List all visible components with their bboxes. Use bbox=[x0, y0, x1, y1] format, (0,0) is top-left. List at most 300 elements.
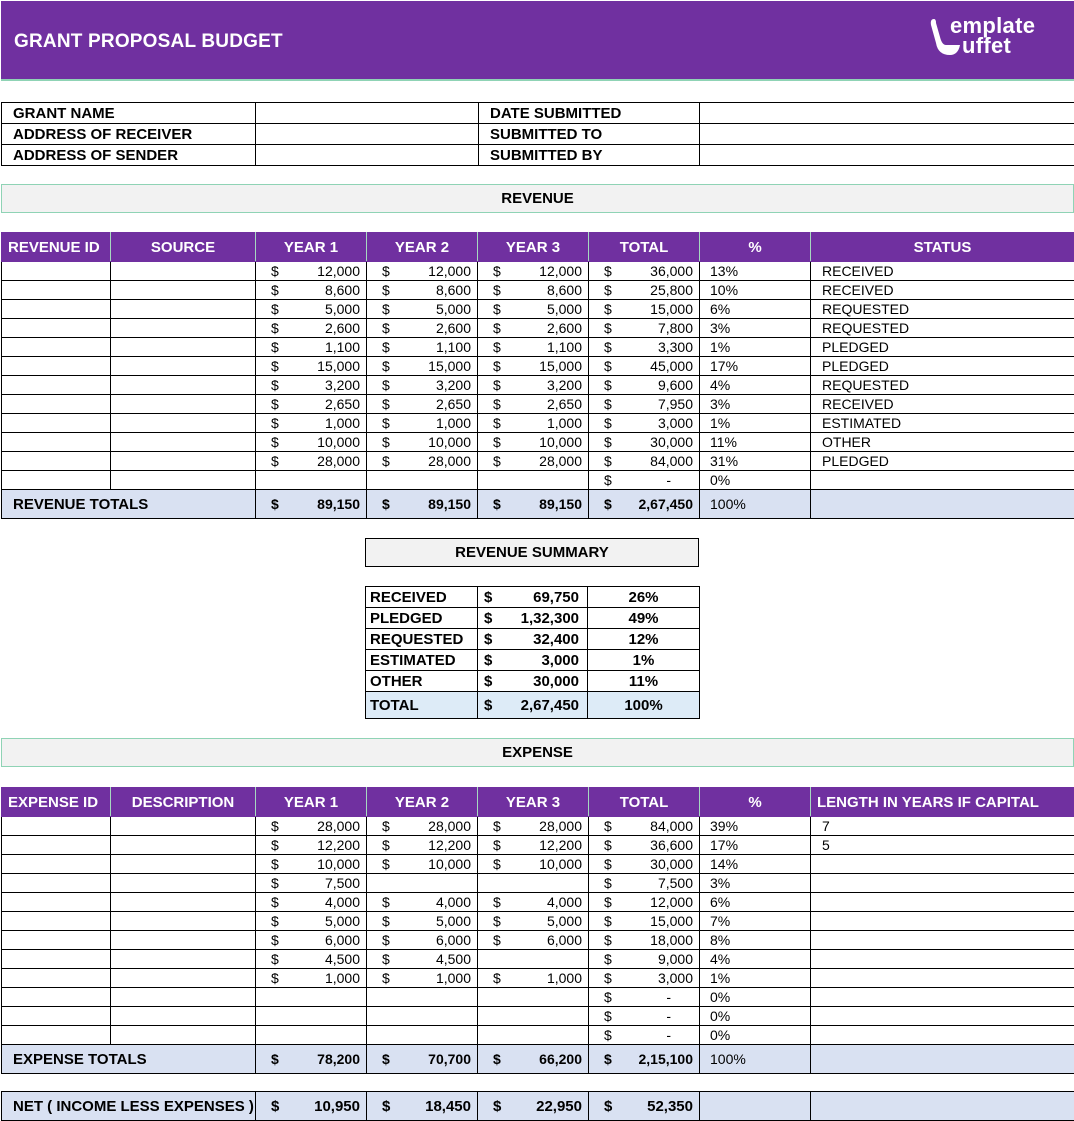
year-1-cell[interactable]: $ 5,000 bbox=[256, 912, 367, 931]
revenue-id-cell[interactable] bbox=[2, 433, 111, 452]
length-in-years-cell[interactable] bbox=[811, 893, 1074, 912]
col-header-status: STATUS bbox=[811, 233, 1074, 262]
length-in-years-cell[interactable]: 5 bbox=[811, 836, 1074, 855]
expense-id-cell[interactable] bbox=[2, 1007, 111, 1026]
description-cell[interactable] bbox=[111, 912, 256, 931]
col-header-year-2: YEAR 2 bbox=[367, 233, 478, 262]
year-2-cell[interactable]: $ 1,000 bbox=[367, 969, 478, 988]
year-3-cell[interactable] bbox=[478, 988, 589, 1007]
address-of-sender-field[interactable] bbox=[256, 145, 479, 166]
revenue-row bbox=[2, 319, 1074, 338]
year-1-cell[interactable]: $ 2,600 bbox=[256, 319, 367, 338]
year-2-cell[interactable]: $ 1,100 bbox=[367, 338, 478, 357]
info-row bbox=[2, 124, 1074, 145]
revenue-section-title: REVENUE bbox=[1, 184, 1074, 213]
revenue-totals-label: REVENUE TOTALS bbox=[2, 490, 256, 519]
length-in-years-cell[interactable] bbox=[811, 950, 1074, 969]
expense-row bbox=[2, 931, 1074, 950]
revenue-id-cell[interactable] bbox=[2, 471, 111, 490]
total-cell[interactable]: $ 3,000 bbox=[589, 414, 700, 433]
year-3-cell[interactable]: $ 4,000 bbox=[478, 893, 589, 912]
year-2-cell[interactable] bbox=[367, 988, 478, 1007]
net-extra-blank bbox=[811, 1092, 1074, 1121]
grant-name-label: GRANT NAME bbox=[2, 103, 256, 124]
total-cell[interactable]: $ 30,000 bbox=[589, 433, 700, 452]
total-cell[interactable]: $ 15,000 bbox=[589, 300, 700, 319]
expense-id-cell[interactable] bbox=[2, 912, 111, 931]
year-1-cell[interactable]: $ 28,000 bbox=[256, 452, 367, 471]
expense-row bbox=[2, 893, 1074, 912]
source-cell[interactable] bbox=[111, 281, 256, 300]
year-2-cell[interactable] bbox=[367, 1007, 478, 1026]
percent-cell: 7% bbox=[700, 912, 811, 931]
info-row bbox=[2, 103, 1074, 124]
percent-cell: 31% bbox=[700, 452, 811, 471]
total-cell[interactable]: $ 15,000 bbox=[589, 912, 700, 931]
status-cell[interactable]: PLEDGED bbox=[811, 452, 1074, 471]
revenue-summary-table bbox=[365, 586, 700, 719]
expense-id-cell[interactable] bbox=[2, 950, 111, 969]
total-cell[interactable]: $ 9,600 bbox=[589, 376, 700, 395]
total-cell[interactable]: $ 84,000 bbox=[589, 817, 700, 836]
total-cell[interactable]: $ - bbox=[589, 1026, 700, 1045]
year-3-cell[interactable]: $ 1,100 bbox=[478, 338, 589, 357]
summary-percent: 26% bbox=[588, 587, 700, 608]
page-title: GRANT PROPOSAL BUDGET bbox=[14, 31, 283, 52]
expense-row bbox=[2, 969, 1074, 988]
net-row bbox=[2, 1092, 1074, 1121]
length-in-years-cell[interactable] bbox=[811, 912, 1074, 931]
year-2-cell[interactable] bbox=[367, 471, 478, 490]
revenue-id-cell[interactable] bbox=[2, 395, 111, 414]
summary-percent: 11% bbox=[588, 671, 700, 692]
year-1-cell[interactable]: $ 2,650 bbox=[256, 395, 367, 414]
summary-amount: $ 30,000 bbox=[478, 671, 588, 692]
year-1-cell[interactable]: $ 1,000 bbox=[256, 969, 367, 988]
status-cell[interactable]: REQUESTED bbox=[811, 300, 1074, 319]
net-total: $ 52,350 bbox=[589, 1092, 700, 1121]
description-cell[interactable] bbox=[111, 817, 256, 836]
summary-label: PLEDGED bbox=[366, 608, 478, 629]
logo-line-2: uffet bbox=[962, 33, 1012, 58]
year-1-cell[interactable]: $ 12,000 bbox=[256, 262, 367, 281]
description-cell[interactable] bbox=[111, 836, 256, 855]
col-header-year-2: YEAR 2 bbox=[367, 788, 478, 817]
revenue-row bbox=[2, 433, 1074, 452]
expense-grand-total: $ 2,15,100 bbox=[589, 1045, 700, 1074]
revenue-total-year-3: $ 89,150 bbox=[478, 490, 589, 519]
percent-cell: 39% bbox=[700, 817, 811, 836]
year-3-cell[interactable]: $ 28,000 bbox=[478, 817, 589, 836]
year-2-cell[interactable]: $ 15,000 bbox=[367, 357, 478, 376]
percent-cell: 1% bbox=[700, 414, 811, 433]
year-2-cell[interactable]: $ 4,500 bbox=[367, 950, 478, 969]
revenue-total-year-1: $ 89,150 bbox=[256, 490, 367, 519]
status-cell[interactable]: RECEIVED bbox=[811, 281, 1074, 300]
col-header-source: SOURCE bbox=[111, 233, 256, 262]
percent-cell: 6% bbox=[700, 893, 811, 912]
source-cell[interactable] bbox=[111, 300, 256, 319]
year-3-cell[interactable]: $ 28,000 bbox=[478, 452, 589, 471]
year-3-cell[interactable]: $ 12,200 bbox=[478, 836, 589, 855]
revenue-row bbox=[2, 471, 1074, 490]
summary-percent: 12% bbox=[588, 629, 700, 650]
percent-cell: 0% bbox=[700, 1026, 811, 1045]
source-cell[interactable] bbox=[111, 452, 256, 471]
source-cell[interactable] bbox=[111, 338, 256, 357]
length-in-years-cell[interactable] bbox=[811, 1026, 1074, 1045]
expense-id-cell[interactable] bbox=[2, 931, 111, 950]
summary-total-percent: 100% bbox=[588, 692, 700, 719]
expense-header-row bbox=[2, 788, 1074, 817]
source-cell[interactable] bbox=[111, 319, 256, 338]
status-cell[interactable]: REQUESTED bbox=[811, 376, 1074, 395]
summary-row bbox=[366, 629, 700, 650]
expense-total-year-2: $ 70,700 bbox=[367, 1045, 478, 1074]
percent-cell: 10% bbox=[700, 281, 811, 300]
status-cell[interactable] bbox=[811, 471, 1074, 490]
year-2-cell[interactable]: $ 3,200 bbox=[367, 376, 478, 395]
revenue-id-cell[interactable] bbox=[2, 300, 111, 319]
total-cell[interactable]: $ 7,500 bbox=[589, 874, 700, 893]
year-1-cell[interactable]: $ 4,500 bbox=[256, 950, 367, 969]
total-cell[interactable]: $ 7,800 bbox=[589, 319, 700, 338]
year-1-cell[interactable]: $ 4,000 bbox=[256, 893, 367, 912]
year-1-cell[interactable]: $ 7,500 bbox=[256, 874, 367, 893]
year-1-cell[interactable]: $ 1,100 bbox=[256, 338, 367, 357]
year-1-cell[interactable]: $ 5,000 bbox=[256, 300, 367, 319]
col-header-year-1: YEAR 1 bbox=[256, 233, 367, 262]
length-in-years-cell[interactable] bbox=[811, 988, 1074, 1007]
summary-total-amount: $ 2,67,450 bbox=[478, 692, 588, 719]
description-cell[interactable] bbox=[111, 1007, 256, 1026]
expense-section-title: EXPENSE bbox=[1, 738, 1074, 767]
description-cell[interactable] bbox=[111, 950, 256, 969]
submitted-to-label: SUBMITTED TO bbox=[479, 124, 700, 145]
total-cell[interactable]: $ 9,000 bbox=[589, 950, 700, 969]
year-2-cell[interactable]: $ 10,000 bbox=[367, 433, 478, 452]
revenue-table bbox=[1, 232, 1074, 519]
length-in-years-cell[interactable] bbox=[811, 1007, 1074, 1026]
year-3-cell[interactable] bbox=[478, 1007, 589, 1026]
total-cell[interactable]: $ 84,000 bbox=[589, 452, 700, 471]
expense-row bbox=[2, 912, 1074, 931]
logo-line-1: emplate bbox=[950, 13, 1036, 38]
net-year-3: $ 22,950 bbox=[478, 1092, 589, 1121]
percent-cell: 0% bbox=[700, 988, 811, 1007]
net-year-2: $ 18,450 bbox=[367, 1092, 478, 1121]
description-cell[interactable] bbox=[111, 969, 256, 988]
submitted-to-field[interactable] bbox=[700, 124, 1074, 145]
summary-total-label: TOTAL bbox=[366, 692, 478, 719]
expense-totals-label: EXPENSE TOTALS bbox=[2, 1045, 256, 1074]
expense-id-cell[interactable] bbox=[2, 855, 111, 874]
grant-info-table bbox=[1, 102, 1074, 166]
total-cell[interactable]: $ 36,000 bbox=[589, 262, 700, 281]
revenue-totals-status-blank bbox=[811, 490, 1074, 519]
col-header-percent: % bbox=[700, 233, 811, 262]
year-1-cell[interactable]: $ 3,200 bbox=[256, 376, 367, 395]
summary-row bbox=[366, 587, 700, 608]
address-of-receiver-label: ADDRESS OF RECEIVER bbox=[2, 124, 256, 145]
year-3-cell[interactable] bbox=[478, 950, 589, 969]
length-in-years-cell[interactable]: 7 bbox=[811, 817, 1074, 836]
summary-percent: 49% bbox=[588, 608, 700, 629]
status-cell[interactable]: ESTIMATED bbox=[811, 414, 1074, 433]
summary-row bbox=[366, 671, 700, 692]
total-cell[interactable]: $ 45,000 bbox=[589, 357, 700, 376]
col-header-year-3: YEAR 3 bbox=[478, 233, 589, 262]
expense-total-percent: 100% bbox=[700, 1045, 811, 1074]
revenue-row bbox=[2, 376, 1074, 395]
status-cell[interactable]: PLEDGED bbox=[811, 338, 1074, 357]
revenue-row bbox=[2, 357, 1074, 376]
year-2-cell[interactable]: $ 12,000 bbox=[367, 262, 478, 281]
year-1-cell[interactable] bbox=[256, 1026, 367, 1045]
total-cell[interactable]: $ 18,000 bbox=[589, 931, 700, 950]
expense-row bbox=[2, 988, 1074, 1007]
expense-total-year-3: $ 66,200 bbox=[478, 1045, 589, 1074]
year-2-cell[interactable]: $ 10,000 bbox=[367, 855, 478, 874]
description-cell[interactable] bbox=[111, 1026, 256, 1045]
description-cell[interactable] bbox=[111, 988, 256, 1007]
revenue-total-percent: 100% bbox=[700, 490, 811, 519]
col-header-year-1: YEAR 1 bbox=[256, 788, 367, 817]
source-cell[interactable] bbox=[111, 376, 256, 395]
col-header-total: TOTAL bbox=[589, 788, 700, 817]
percent-cell: 14% bbox=[700, 855, 811, 874]
net-label: NET ( INCOME LESS EXPENSES ) bbox=[2, 1092, 256, 1121]
status-cell[interactable]: RECEIVED bbox=[811, 395, 1074, 414]
total-cell[interactable]: $ 36,600 bbox=[589, 836, 700, 855]
revenue-id-cell[interactable] bbox=[2, 414, 111, 433]
expense-id-cell[interactable] bbox=[2, 874, 111, 893]
percent-cell: 0% bbox=[700, 1007, 811, 1026]
year-3-cell[interactable]: $ 10,000 bbox=[478, 855, 589, 874]
percent-cell: 4% bbox=[700, 950, 811, 969]
year-1-cell[interactable]: $ 10,000 bbox=[256, 433, 367, 452]
description-cell[interactable] bbox=[111, 893, 256, 912]
expense-id-cell[interactable] bbox=[2, 836, 111, 855]
year-2-cell[interactable]: $ 1,000 bbox=[367, 414, 478, 433]
col-header-percent: % bbox=[700, 788, 811, 817]
length-in-years-cell[interactable] bbox=[811, 969, 1074, 988]
expense-row bbox=[2, 855, 1074, 874]
year-3-cell[interactable]: $ 5,000 bbox=[478, 300, 589, 319]
expense-id-cell[interactable] bbox=[2, 988, 111, 1007]
expense-id-cell[interactable] bbox=[2, 1026, 111, 1045]
summary-label: RECEIVED bbox=[366, 587, 478, 608]
total-cell[interactable]: $ 25,800 bbox=[589, 281, 700, 300]
percent-cell: 13% bbox=[700, 262, 811, 281]
summary-label: ESTIMATED bbox=[366, 650, 478, 671]
revenue-id-cell[interactable] bbox=[2, 452, 111, 471]
year-2-cell[interactable]: $ 28,000 bbox=[367, 452, 478, 471]
revenue-id-cell[interactable] bbox=[2, 319, 111, 338]
status-cell[interactable]: RECEIVED bbox=[811, 262, 1074, 281]
revenue-summary-title: REVENUE SUMMARY bbox=[365, 538, 699, 567]
revenue-total-year-2: $ 89,150 bbox=[367, 490, 478, 519]
expense-id-cell[interactable] bbox=[2, 969, 111, 988]
net-income-table bbox=[1, 1091, 1074, 1121]
year-3-cell[interactable]: $ 6,000 bbox=[478, 931, 589, 950]
page-header bbox=[1, 1, 1074, 81]
col-header-revenue-id: REVENUE ID bbox=[2, 233, 111, 262]
percent-cell: 6% bbox=[700, 300, 811, 319]
year-1-cell[interactable]: $ 28,000 bbox=[256, 817, 367, 836]
revenue-row bbox=[2, 452, 1074, 471]
length-in-years-cell[interactable] bbox=[811, 931, 1074, 950]
year-3-cell[interactable]: $ 8,600 bbox=[478, 281, 589, 300]
length-in-years-cell[interactable] bbox=[811, 855, 1074, 874]
year-1-cell[interactable] bbox=[256, 471, 367, 490]
year-2-cell[interactable]: $ 28,000 bbox=[367, 817, 478, 836]
source-cell[interactable] bbox=[111, 433, 256, 452]
revenue-id-cell[interactable] bbox=[2, 281, 111, 300]
expense-table bbox=[1, 787, 1074, 1074]
expense-row bbox=[2, 817, 1074, 836]
net-percent-blank bbox=[700, 1092, 811, 1121]
revenue-row bbox=[2, 262, 1074, 281]
date-submitted-label: DATE SUBMITTED bbox=[479, 103, 700, 124]
expense-row bbox=[2, 836, 1074, 855]
year-2-cell[interactable]: $ 5,000 bbox=[367, 300, 478, 319]
revenue-row bbox=[2, 414, 1074, 433]
total-cell[interactable]: $ 7,950 bbox=[589, 395, 700, 414]
year-3-cell[interactable] bbox=[478, 874, 589, 893]
address-of-receiver-field[interactable] bbox=[256, 124, 479, 145]
source-cell[interactable] bbox=[111, 395, 256, 414]
source-cell[interactable] bbox=[111, 471, 256, 490]
expense-id-cell[interactable] bbox=[2, 893, 111, 912]
revenue-id-cell[interactable] bbox=[2, 357, 111, 376]
year-1-cell[interactable]: $ 6,000 bbox=[256, 931, 367, 950]
revenue-grand-total: $ 2,67,450 bbox=[589, 490, 700, 519]
summary-total-row bbox=[366, 692, 700, 719]
year-2-cell[interactable]: $ 2,600 bbox=[367, 319, 478, 338]
status-cell[interactable]: REQUESTED bbox=[811, 319, 1074, 338]
year-2-cell[interactable]: $ 5,000 bbox=[367, 912, 478, 931]
col-header-total: TOTAL bbox=[589, 233, 700, 262]
percent-cell: 1% bbox=[700, 969, 811, 988]
status-cell[interactable]: OTHER bbox=[811, 433, 1074, 452]
summary-amount: $ 32,400 bbox=[478, 629, 588, 650]
revenue-id-cell[interactable] bbox=[2, 338, 111, 357]
summary-percent: 1% bbox=[588, 650, 700, 671]
total-cell[interactable]: $ 3,000 bbox=[589, 969, 700, 988]
total-cell[interactable]: $ - bbox=[589, 988, 700, 1007]
revenue-id-cell[interactable] bbox=[2, 376, 111, 395]
status-cell[interactable]: PLEDGED bbox=[811, 357, 1074, 376]
description-cell[interactable] bbox=[111, 931, 256, 950]
year-3-cell[interactable]: $ 5,000 bbox=[478, 912, 589, 931]
year-3-cell[interactable]: $ 2,650 bbox=[478, 395, 589, 414]
expense-row bbox=[2, 1026, 1074, 1045]
year-1-cell[interactable]: $ 10,000 bbox=[256, 855, 367, 874]
year-1-cell[interactable]: $ 15,000 bbox=[256, 357, 367, 376]
year-3-cell[interactable]: $ 12,000 bbox=[478, 262, 589, 281]
year-3-cell[interactable] bbox=[478, 471, 589, 490]
percent-cell: 1% bbox=[700, 338, 811, 357]
total-cell[interactable]: $ 30,000 bbox=[589, 855, 700, 874]
year-3-cell[interactable]: $ 15,000 bbox=[478, 357, 589, 376]
col-header-length-in-years: LENGTH IN YEARS IF CAPITAL bbox=[811, 788, 1074, 817]
year-2-cell[interactable]: $ 4,000 bbox=[367, 893, 478, 912]
source-cell[interactable] bbox=[111, 414, 256, 433]
summary-amount: $ 69,750 bbox=[478, 587, 588, 608]
submitted-by-field[interactable] bbox=[700, 145, 1074, 166]
length-in-years-cell[interactable] bbox=[811, 874, 1074, 893]
revenue-header-row bbox=[2, 233, 1074, 262]
year-1-cell[interactable]: $ 12,200 bbox=[256, 836, 367, 855]
year-3-cell[interactable] bbox=[478, 1026, 589, 1045]
revenue-id-cell[interactable] bbox=[2, 262, 111, 281]
percent-cell: 17% bbox=[700, 836, 811, 855]
summary-amount: $ 3,000 bbox=[478, 650, 588, 671]
date-submitted-field[interactable] bbox=[700, 103, 1074, 124]
year-3-cell[interactable]: $ 3,200 bbox=[478, 376, 589, 395]
summary-row bbox=[366, 650, 700, 671]
year-1-cell[interactable] bbox=[256, 988, 367, 1007]
total-cell[interactable]: $ 3,300 bbox=[589, 338, 700, 357]
grant-name-field[interactable] bbox=[256, 103, 479, 124]
expense-row bbox=[2, 950, 1074, 969]
year-3-cell[interactable]: $ 10,000 bbox=[478, 433, 589, 452]
expense-row bbox=[2, 874, 1074, 893]
year-2-cell[interactable]: $ 8,600 bbox=[367, 281, 478, 300]
year-2-cell[interactable] bbox=[367, 1026, 478, 1045]
source-cell[interactable] bbox=[111, 357, 256, 376]
revenue-row bbox=[2, 338, 1074, 357]
year-2-cell[interactable]: $ 2,650 bbox=[367, 395, 478, 414]
info-row bbox=[2, 145, 1074, 166]
year-3-cell[interactable]: $ 1,000 bbox=[478, 414, 589, 433]
summary-amount: $ 1,32,300 bbox=[478, 608, 588, 629]
total-cell[interactable]: $ 12,000 bbox=[589, 893, 700, 912]
year-1-cell[interactable] bbox=[256, 1007, 367, 1026]
year-2-cell[interactable] bbox=[367, 874, 478, 893]
col-header-expense-id: EXPENSE ID bbox=[2, 788, 111, 817]
expense-totals-length-blank bbox=[811, 1045, 1074, 1074]
percent-cell: 17% bbox=[700, 357, 811, 376]
percent-cell: 11% bbox=[700, 433, 811, 452]
source-cell[interactable] bbox=[111, 262, 256, 281]
total-cell[interactable]: $ - bbox=[589, 1007, 700, 1026]
year-3-cell[interactable]: $ 1,000 bbox=[478, 969, 589, 988]
total-cell[interactable]: $ - bbox=[589, 471, 700, 490]
template-buffet-logo bbox=[928, 13, 1058, 65]
address-of-sender-label: ADDRESS OF SENDER bbox=[2, 145, 256, 166]
expense-id-cell[interactable] bbox=[2, 817, 111, 836]
year-1-cell[interactable]: $ 8,600 bbox=[256, 281, 367, 300]
summary-label: REQUESTED bbox=[366, 629, 478, 650]
year-3-cell[interactable]: $ 2,600 bbox=[478, 319, 589, 338]
revenue-row bbox=[2, 300, 1074, 319]
expense-total-year-1: $ 78,200 bbox=[256, 1045, 367, 1074]
description-cell[interactable] bbox=[111, 855, 256, 874]
summary-label: OTHER bbox=[366, 671, 478, 692]
revenue-row bbox=[2, 281, 1074, 300]
year-2-cell[interactable]: $ 6,000 bbox=[367, 931, 478, 950]
net-year-1: $ 10,950 bbox=[256, 1092, 367, 1121]
year-2-cell[interactable]: $ 12,200 bbox=[367, 836, 478, 855]
percent-cell: 0% bbox=[700, 471, 811, 490]
percent-cell: 3% bbox=[700, 395, 811, 414]
year-1-cell[interactable]: $ 1,000 bbox=[256, 414, 367, 433]
percent-cell: 3% bbox=[700, 874, 811, 893]
col-header-description: DESCRIPTION bbox=[111, 788, 256, 817]
description-cell[interactable] bbox=[111, 874, 256, 893]
